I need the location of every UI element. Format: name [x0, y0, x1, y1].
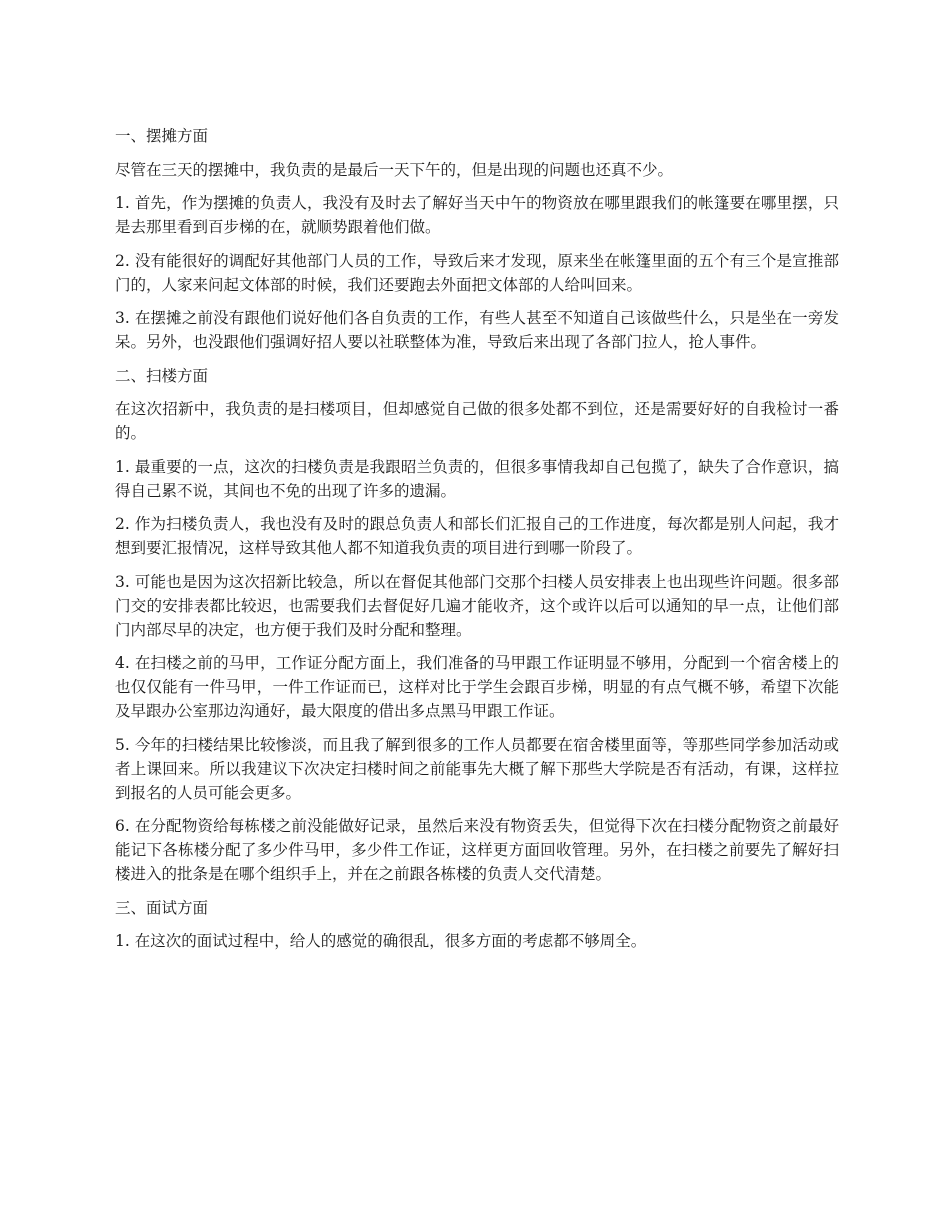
list-item: 3. 可能也是因为这次招新比较急，所以在督促其他部门交那个扫楼人员安排表上也出现些许问题。很多部门交的安排表都比较迟，也需要我们去督促好几遍才能收齐，这个或许以后可以通知的早一点，让他们部门内部尽早的决定，也方便于我们及时分配和整理。 [115, 572, 839, 639]
paragraph: 尽管在三天的摆摊中，我负责的是最后一天下午的，但是出现的问题也还真不少。 [115, 160, 674, 179]
section-heading-dorm-sweep: 二、扫楼方面 [115, 366, 209, 385]
section-heading-interview: 三、面试方面 [115, 898, 209, 917]
list-item: 2. 没有能很好的调配好其他部门人员的工作，导致后来才发现，原来坐在帐篷里面的五个有三个是宣推部门的，人家来问起文体部的时候，我们还要跑去外面把文体部的人给叫回来。 [115, 251, 839, 294]
list-item: 3. 在摆摊之前没有跟他们说好他们各自负责的工作，有些人甚至不知道自己该做些什么，只是坐在一旁发呆。另外，也没跟他们强调好招人要以社联整体为准，导致后来出现了各部门拉人，抢人事件。 [115, 309, 839, 351]
list-item: 1. 首先，作为摆摊的负责人，我没有及时去了解好当天中午的物资放在哪里跟我们的帐篷要在哪里摆，只是去那里看到百步梯的在，就顺势跟着他们做。 [115, 194, 839, 236]
section-heading-stall: 一、摆摊方面 [115, 127, 209, 145]
list-item: 4. 在扫楼之前的马甲，工作证分配方面上，我们准备的马甲跟工作证明显不够用，分配到一个宿舍楼上的也仅仅能有一件马甲，一件工作证而已，这样对比于学生会跟百步梯，明显的有点气概不够，希望下次能及早跟办公室那边沟通好，最大限度的借出多点黑马甲跟工作证。 [115, 654, 839, 720]
list-item: 2. 作为扫楼负责人，我也没有及时的跟总负责人和部长们汇报自己的工作进度，每次都是别人问起，我才想到要汇报情况，这样导致其他人都不知道我负责的项目进行到哪一阶段了。 [115, 515, 839, 557]
paragraph: 在这次招新中，我负责的是扫楼项目，但却感觉自己做的很多处都不到位，还是需要好好的自我检讨一番的。 [115, 400, 839, 442]
list-item: 5. 今年的扫楼结果比较惨淡，而且我了解到很多的工作人员都要在宿舍楼里面等，等那些同学参加活动或者上课回来。所以我建议下次决定扫楼时间之前能事先大概了解下那些大学院是否有活动，有课，这样拉到报名的人员可能会更多。 [115, 735, 839, 802]
list-item: 6. 在分配物资给每栋楼之前没能做好记录，虽然后来没有物资丢失，但觉得下次在扫楼分配物资之前最好能记下各栋楼分配了多少件马甲，多少件工作证，这样更方面回收管理。另外，在扫楼之前要先了解好扫楼进入的批条是在哪个组织手上，并在之前跟各栋楼的负责人交代清楚。 [115, 817, 839, 883]
list-item: 1. 在这次的面试过程中，给人的感觉的确很乱，很多方面的考虑都不够周全。 [115, 932, 647, 950]
list-item: 1. 最重要的一点，这次的扫楼负责是我跟昭兰负责的，但很多事情我却自己包揽了，缺失了合作意识，搞得自己累不说，其间也不免的出现了许多的遗漏。 [115, 457, 839, 500]
document-body [115, 124, 839, 963]
